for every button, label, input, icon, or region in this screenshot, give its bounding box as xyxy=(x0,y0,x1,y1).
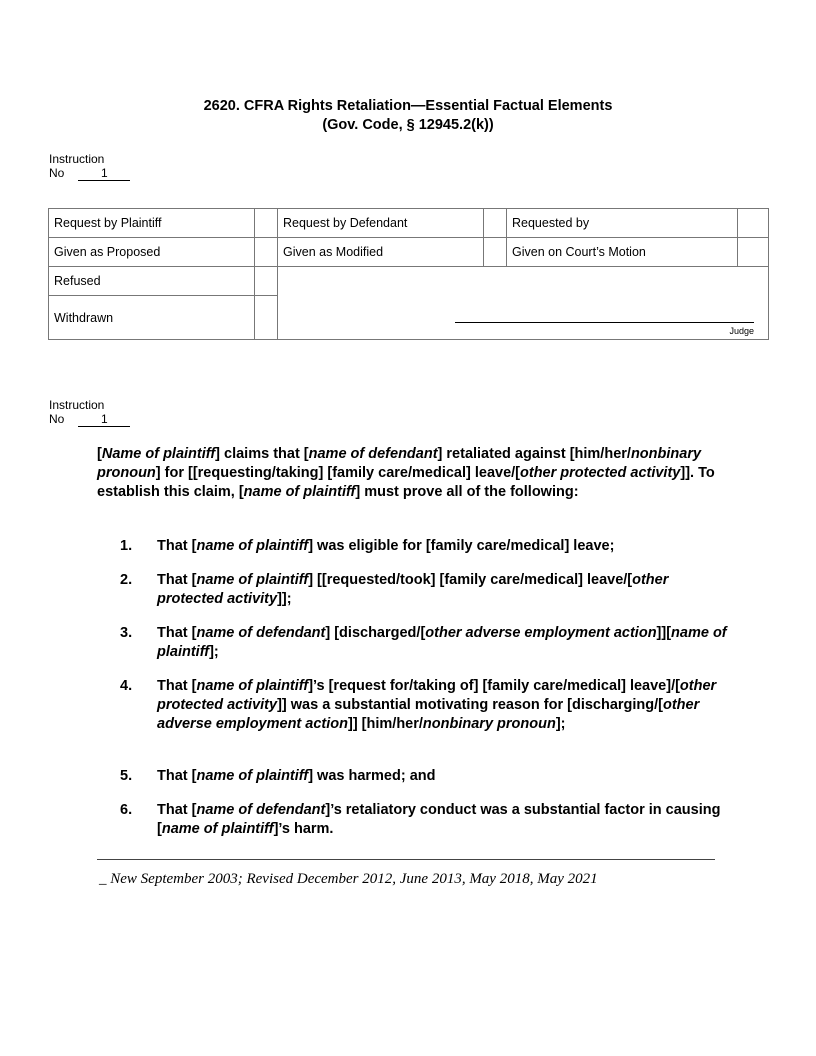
withdrawn-label: Withdrawn xyxy=(49,296,255,340)
given-as-proposed-label: Given as Proposed xyxy=(49,238,255,267)
requested-by-checkbox[interactable] xyxy=(738,209,769,238)
instruction-label: Instruction xyxy=(49,398,105,412)
request-by-plaintiff-label: Request by Plaintiff xyxy=(49,209,255,238)
no-label: No xyxy=(49,166,65,180)
withdrawn-checkbox[interactable] xyxy=(255,296,278,340)
given-as-modified-label: Given as Modified xyxy=(278,238,484,267)
instruction-number-bottom xyxy=(49,398,130,427)
given-as-proposed-checkbox[interactable] xyxy=(255,238,278,267)
given-on-courts-motion-checkbox[interactable] xyxy=(738,238,769,267)
request-by-plaintiff-checkbox[interactable] xyxy=(255,209,278,238)
judge-signature-area xyxy=(278,267,769,340)
requested-by-label: Requested by xyxy=(507,209,738,238)
instruction-number-field[interactable]: 1 xyxy=(78,413,130,427)
judge-signature-line[interactable] xyxy=(455,322,754,323)
given-as-modified-checkbox[interactable] xyxy=(484,238,507,267)
instruction-number-top xyxy=(49,152,130,181)
request-by-defendant-checkbox[interactable] xyxy=(484,209,507,238)
title-line-1: 2620. CFRA Rights Retaliation—Essential Factual Elements xyxy=(203,98,613,114)
given-on-courts-motion-label: Given on Court’s Motion xyxy=(507,238,738,267)
request-by-defendant-label: Request by Defendant xyxy=(278,209,484,238)
refused-label: Refused xyxy=(49,267,255,296)
instruction-label: Instruction xyxy=(49,152,105,166)
title-line-2: (Gov. Code, § 12945.2(k)) xyxy=(322,117,494,133)
no-label: No xyxy=(49,412,65,426)
instruction-number-field[interactable]: 1 xyxy=(78,167,130,181)
refused-checkbox[interactable] xyxy=(255,267,278,296)
revision-history: _ New September 2003; Revised December 2012, June 2013, May 2018, May 2021 xyxy=(99,871,598,887)
disposition-table xyxy=(48,208,769,340)
intro-paragraph: [Name of plaintiff] claims that [name of defendant] retaliated against [him/her/nonbinary pronoun] for [[requesting/taking] [family care/medical] leave/[other protected activity]]. To establish this claim, [name of plaintiff] must prove all of the following: xyxy=(97,446,715,500)
document-title xyxy=(0,97,816,135)
divider xyxy=(97,859,715,860)
judge-label: Judge xyxy=(729,326,754,336)
